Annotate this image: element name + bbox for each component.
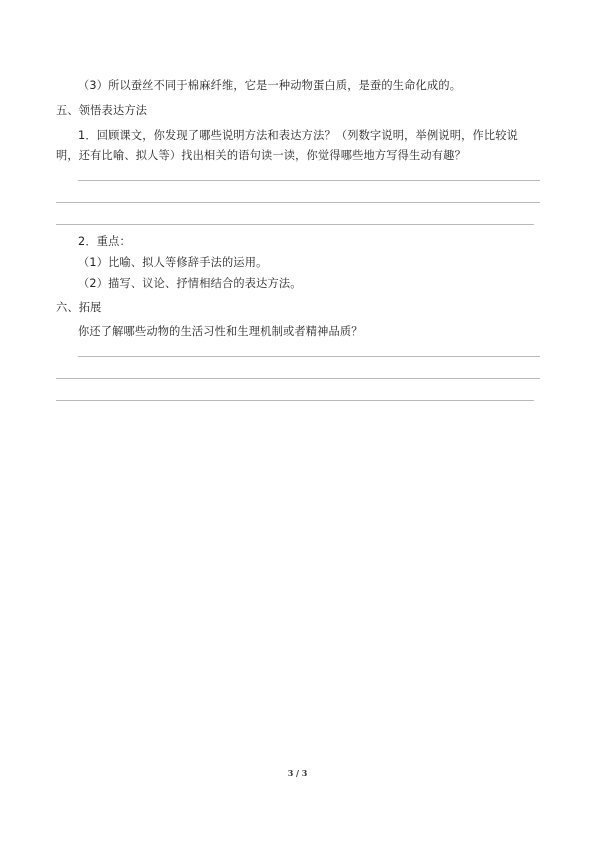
section5-question2-item1: （1）比喻、拟人等修辞手法的运用。: [78, 256, 268, 269]
section6-heading: 六、拓展: [56, 301, 102, 314]
section5-question2-item2: （2）描写、议论、抒情相结合的表达方法。: [78, 277, 302, 290]
section6-question: 你还了解哪些动物的生活习性和生理机制或者精神品质？: [78, 325, 363, 338]
section5-question1-line2: 明，还有比喻、拟人等）找出相关的语句读一读，你觉得哪些地方写得生动有趣？: [56, 149, 466, 162]
answer-line: [78, 356, 540, 357]
answer-line: [56, 400, 534, 401]
answer-line: [56, 202, 540, 203]
page-number: 3 / 3: [287, 768, 308, 778]
answer-line: [56, 378, 540, 379]
section5-question1-line1: 1．回顾课文，你发现了哪些说明方法和表达方法？（列数字说明，举例说明，作比较说: [78, 129, 519, 142]
answer-line: [56, 224, 534, 225]
answer-line: [78, 180, 540, 181]
section4-item3: （3）所以蚕丝不同于棉麻纤维，它是一种动物蛋白质，是蚕的生命化成的。: [78, 79, 462, 92]
section5-heading: 五、领悟表达方法: [56, 104, 148, 117]
section5-question2-title: 2．重点：: [78, 235, 131, 248]
